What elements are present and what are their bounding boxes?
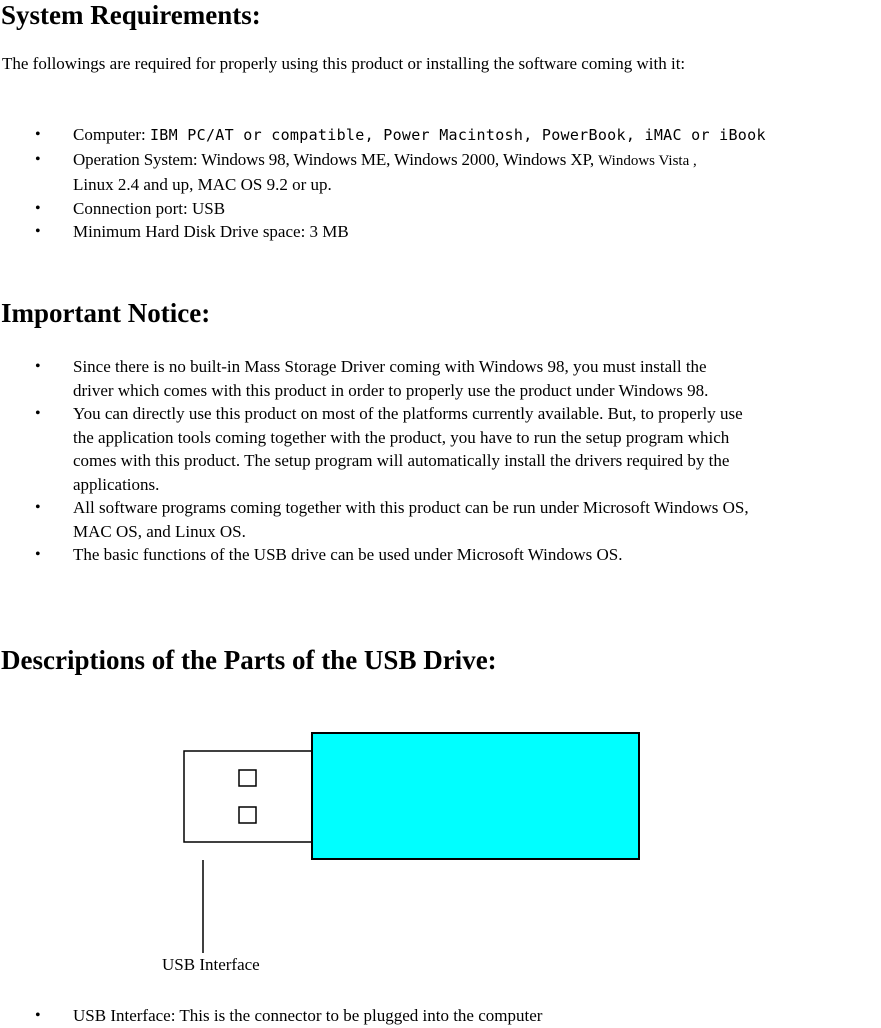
usb-connector: [184, 751, 312, 842]
usb-drive-body: [312, 733, 639, 859]
parts-list: [0, 1004, 881, 1028]
line: Since there is no built-in Mass Storage Driver coming with Windows 98, you must install the: [73, 357, 707, 376]
os-label: Operation System: Windows 98, Windows ME, Windows 2000, Windows XP,: [73, 149, 599, 169]
line: comes with this product. The setup program will automatically install the drivers required by the: [73, 451, 730, 470]
system-requirements-intro: The followings are required for properly using this product or installing the software coming with it:: [2, 54, 686, 73]
usb-interface-label: USB Interface: [162, 955, 260, 974]
connector-contact-hole-1: [239, 770, 256, 786]
line: You can directly use this product on most of the platforms currently available. But, to properly use: [73, 404, 743, 423]
computer-label: Computer:: [73, 125, 146, 144]
line: MAC OS, and Linux OS.: [73, 521, 246, 541]
important-notice-heading: Important Notice:: [1, 298, 211, 328]
list-item-usb-interface: • USB Interface: This is the connector to be plugged into the computer: [0, 1004, 881, 1028]
line: the application tools coming together with the product, you have to run the setup program which: [73, 427, 730, 447]
os-vista: Windows Vista ,: [598, 152, 697, 169]
os-line2: Linux 2.4 and up, MAC OS 9.2 or up.: [73, 175, 332, 194]
system-requirements-heading: System Requirements:: [1, 0, 261, 30]
line: All software programs coming together with this product can be run under Microsoft Windows OS,: [73, 498, 749, 517]
computer-value: IBM PC/AT or compatible, Power Macintosh, PowerBook, iMAC or iBook: [149, 126, 766, 144]
parts-heading: Descriptions of the Parts of the USB Drive:: [1, 645, 497, 675]
line: driver which comes with this product in order to properly use the product under Windows 98.: [73, 380, 709, 400]
list-item-disk: • Minimum Hard Disk Drive space: 3 MB: [0, 220, 881, 244]
list-item-port: • Connection port: USB: [0, 197, 881, 221]
connector-contact-hole-2: [239, 807, 256, 823]
line: The basic functions of the USB drive can be used under Microsoft Windows OS.: [73, 545, 623, 564]
line: applications.: [73, 474, 160, 494]
